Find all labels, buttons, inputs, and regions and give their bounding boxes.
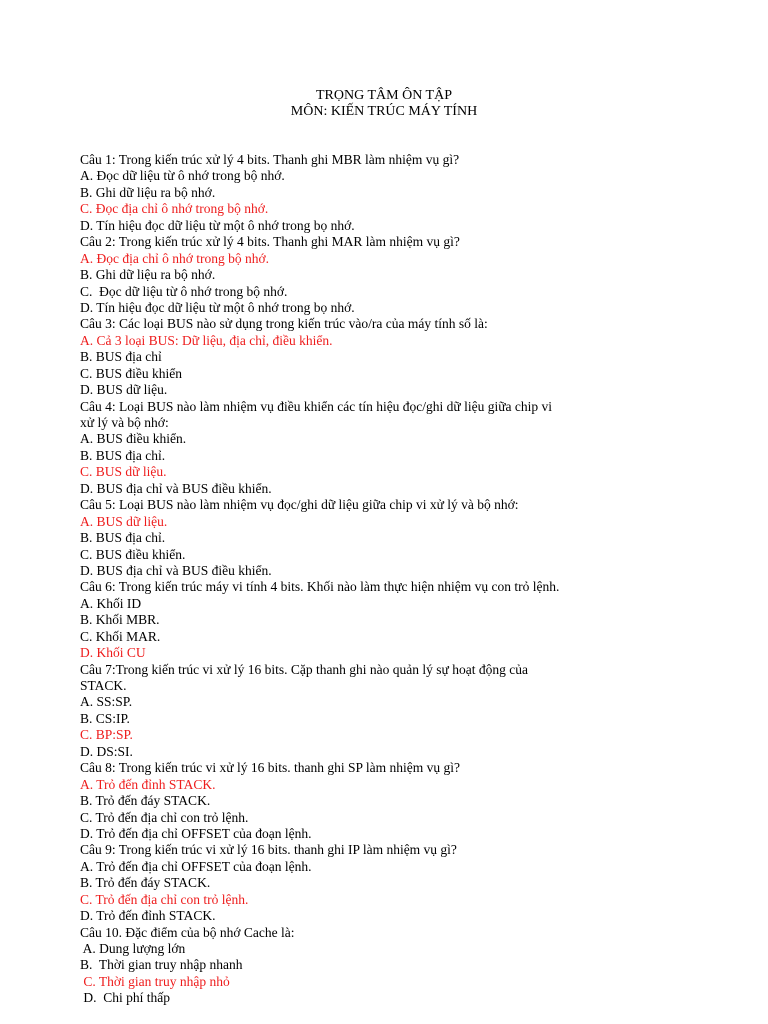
option-line: D. BUS dữ liệu. bbox=[80, 382, 168, 398]
correct-answer-line: C. BP:SP. bbox=[80, 727, 133, 743]
question-line: Câu 8: Trong kiến trúc vi xử lý 16 bits. thanh ghi SP làm nhiệm vụ gì? bbox=[80, 760, 460, 776]
option-line: C. Đọc dữ liệu từ ô nhớ trong bộ nhớ. bbox=[80, 283, 288, 299]
option-line: B. CS:IP. bbox=[80, 710, 130, 726]
option-line: D. Trỏ đến địa chỉ OFFSET của đoạn lệnh. bbox=[80, 825, 312, 841]
question-line: Câu 5: Loại BUS nào làm nhiệm vụ đọc/ghi dữ liệu giữa chip vi xử lý và bộ nhớ: bbox=[80, 497, 519, 513]
correct-answer-line: C. BUS dữ liệu. bbox=[80, 464, 167, 480]
question-line: Câu 9: Trong kiến trúc vi xử lý 16 bits. thanh ghi IP làm nhiệm vụ gì? bbox=[80, 842, 457, 858]
correct-answer-line: A. Trỏ đến đỉnh STACK. bbox=[80, 776, 216, 792]
option-line: B. Ghi dữ liệu ra bộ nhớ. bbox=[80, 267, 216, 283]
option-line: C. BUS điều khiển. bbox=[80, 546, 186, 562]
option-line: C. BUS điều khiển bbox=[80, 365, 183, 381]
question-line: Câu 7:Trong kiến trúc vi xử lý 16 bits. Cặp thanh ghi nào quản lý sự hoạt động của bbox=[80, 661, 528, 677]
question-line: STACK. bbox=[80, 678, 127, 693]
document-title: TRỌNG TÂM ÔN TẬP bbox=[316, 88, 452, 103]
option-line: A. Dung lượng lớn bbox=[80, 941, 186, 956]
correct-answer-line: C. Thời gian truy nhập nhỏ bbox=[80, 973, 230, 989]
option-line: D. DS:SI. bbox=[80, 743, 133, 759]
option-line: B. Ghi dữ liệu ra bộ nhớ. bbox=[80, 184, 216, 200]
correct-answer-line: C. Trỏ đến địa chỉ con trỏ lệnh. bbox=[80, 891, 249, 907]
option-line: B. Trỏ đến đáy STACK. bbox=[80, 875, 211, 891]
document-subtitle: MÔN: KIẾN TRÚC MÁY TÍNH bbox=[290, 104, 478, 119]
correct-answer-line: A. Đọc địa chỉ ô nhớ trong bộ nhớ. bbox=[80, 250, 269, 266]
option-line: B. BUS địa chỉ. bbox=[80, 530, 166, 546]
question-line: xử lý và bộ nhớ: bbox=[80, 415, 169, 430]
question-line: Câu 4: Loại BUS nào làm nhiệm vụ điều khiển các tín hiệu đọc/ghi dữ liệu giữa chip vi bbox=[80, 398, 553, 414]
option-line: A. Đọc dữ liệu từ ô nhớ trong bộ nhớ. bbox=[80, 168, 285, 184]
question-line: Câu 3: Các loại BUS nào sử dụng trong kiến trúc vào/ra của máy tính số là: bbox=[80, 316, 488, 332]
option-line: B. Khối MBR. bbox=[80, 612, 160, 628]
option-line: A. BUS điều khiển. bbox=[80, 431, 187, 447]
option-line: D. Tín hiệu đọc dữ liệu từ một ô nhớ trong bọ nhớ. bbox=[80, 217, 355, 233]
option-line: A. Khối ID bbox=[80, 595, 142, 611]
option-line: A. SS:SP. bbox=[80, 694, 133, 710]
option-line: B. Trỏ đến đáy STACK. bbox=[80, 793, 211, 809]
option-line: B. BUS địa chỉ. bbox=[80, 447, 166, 463]
correct-answer-line: A. Cả 3 loại BUS: Dữ liệu, địa chỉ, điều khiển. bbox=[80, 332, 333, 348]
question-line: Câu 2: Trong kiến trúc xử lý 4 bits. Thanh ghi MAR làm nhiệm vụ gì? bbox=[80, 234, 460, 250]
question-list bbox=[80, 152, 580, 1007]
option-line: B. Thời gian truy nhập nhanh bbox=[80, 957, 243, 973]
correct-answer-line: A. BUS dữ liệu. bbox=[80, 513, 168, 529]
question-line: Câu 10. Đặc điểm của bộ nhớ Cache là: bbox=[80, 924, 295, 940]
option-line: D. BUS địa chỉ và BUS điều khiển. bbox=[80, 562, 272, 578]
option-line: C. Trỏ đến địa chỉ con trỏ lệnh. bbox=[80, 809, 249, 825]
option-line: D. BUS địa chỉ và BUS điều khiển. bbox=[80, 480, 272, 496]
option-line: D. Tín hiệu đọc dữ liệu từ một ô nhớ trong bọ nhớ. bbox=[80, 299, 355, 315]
option-line: A. Trỏ đến địa chỉ OFFSET của đoạn lệnh. bbox=[80, 858, 312, 874]
option-line: B. BUS địa chỉ bbox=[80, 349, 162, 365]
option-line: D. Trỏ đến đỉnh STACK. bbox=[80, 908, 216, 924]
option-line: C. Khối MAR. bbox=[80, 628, 161, 644]
correct-answer-line: C. Đọc địa chỉ ô nhớ trong bộ nhớ. bbox=[80, 201, 269, 217]
option-line: D. Chi phí thấp bbox=[80, 990, 170, 1006]
question-line: Câu 1: Trong kiến trúc xử lý 4 bits. Thanh ghi MBR làm nhiệm vụ gì? bbox=[80, 152, 460, 167]
correct-answer-line: D. Khối CU bbox=[80, 645, 146, 661]
question-line: Câu 6: Trong kiến trúc máy vi tính 4 bits. Khối nào làm thực hiện nhiệm vụ con trỏ lệnh. bbox=[80, 579, 560, 595]
